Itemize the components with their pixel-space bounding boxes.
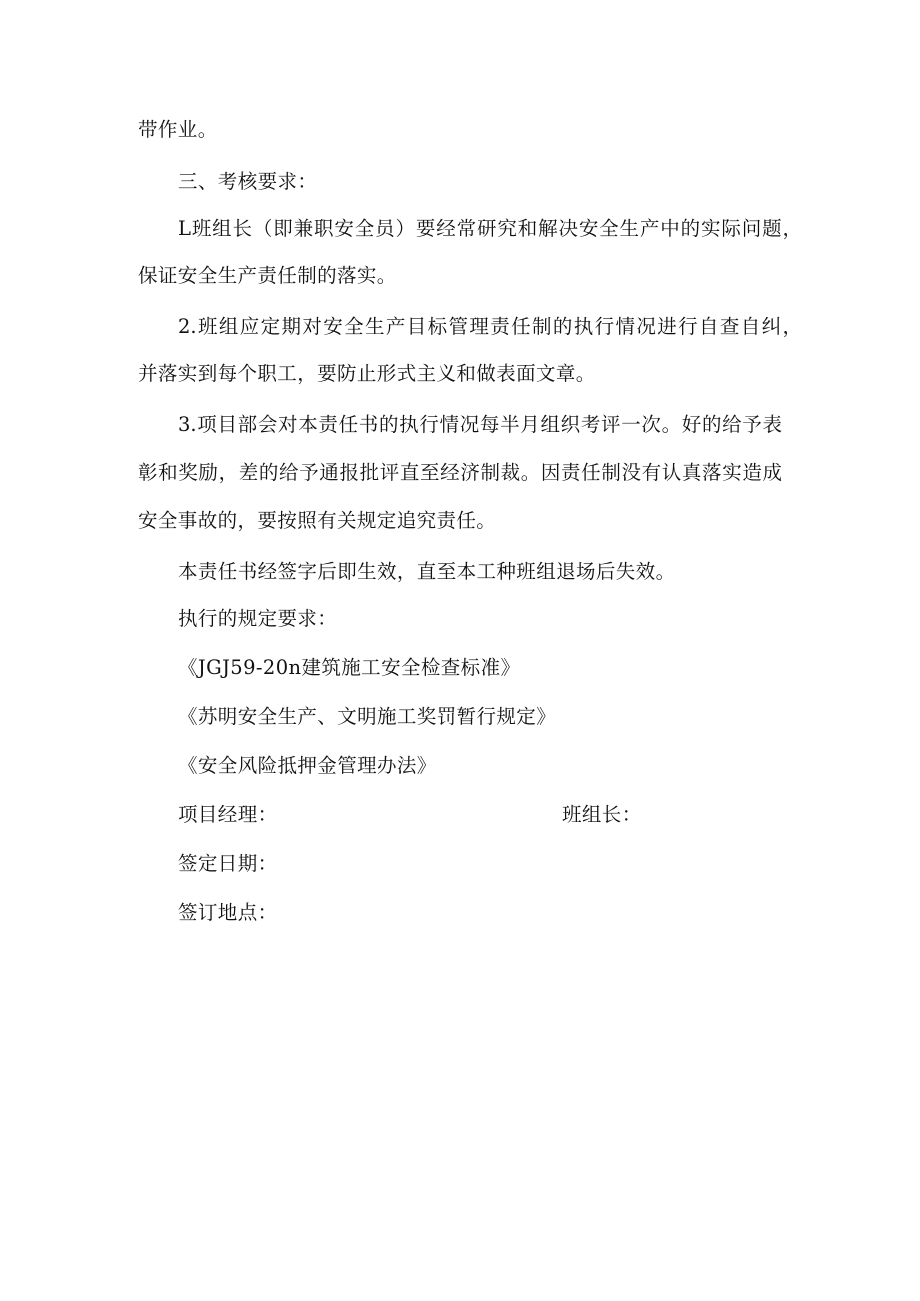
paragraph-continuation: 带作业。 [138, 118, 218, 141]
item-2-line-2: 并落实到每个职工，要防止形式主义和做表面文章。 [138, 362, 596, 385]
team-leader-label: 班组长： [562, 803, 642, 826]
sign-date-label: 签定日期： [178, 852, 278, 875]
item-3-line-1: 3.项目部会对本责任书的执行情况每半月组织考评一次。好的给予表 [178, 413, 782, 436]
item-3-line-3: 安全事故的，要按照有关规定追究责任。 [138, 509, 497, 532]
item-1-line-2: 保证安全生产责任制的落实。 [138, 264, 397, 287]
section-heading: 三、考核要求： [178, 170, 318, 193]
regulation-item: 《安全风险抵押金管理办法》 [178, 754, 437, 777]
item-1-line-1: L班组长（即兼职安全员）要经常研究和解决安全生产中的实际问题， [178, 217, 802, 240]
project-manager-label: 项目经理： [178, 803, 278, 826]
sign-place-label: 签订地点： [178, 901, 278, 924]
item-2-line-1: 2.班组应定期对安全生产目标管理责任制的执行情况进行自查自纠， [178, 315, 802, 338]
effective-clause: 本责任书经签字后即生效，直至本工种班组退场后失效。 [178, 560, 676, 583]
regulations-heading: 执行的规定要求： [178, 607, 338, 630]
item-3-line-2: 彰和奖励，差的给予通报批评直至经济制裁。因责任制没有认真落实造成 [138, 461, 782, 484]
regulation-item: 《JGJ59-20n建筑施工安全检查标准》 [178, 656, 521, 679]
regulation-item: 《苏明安全生产、文明施工奖罚暂行规定》 [178, 705, 557, 728]
